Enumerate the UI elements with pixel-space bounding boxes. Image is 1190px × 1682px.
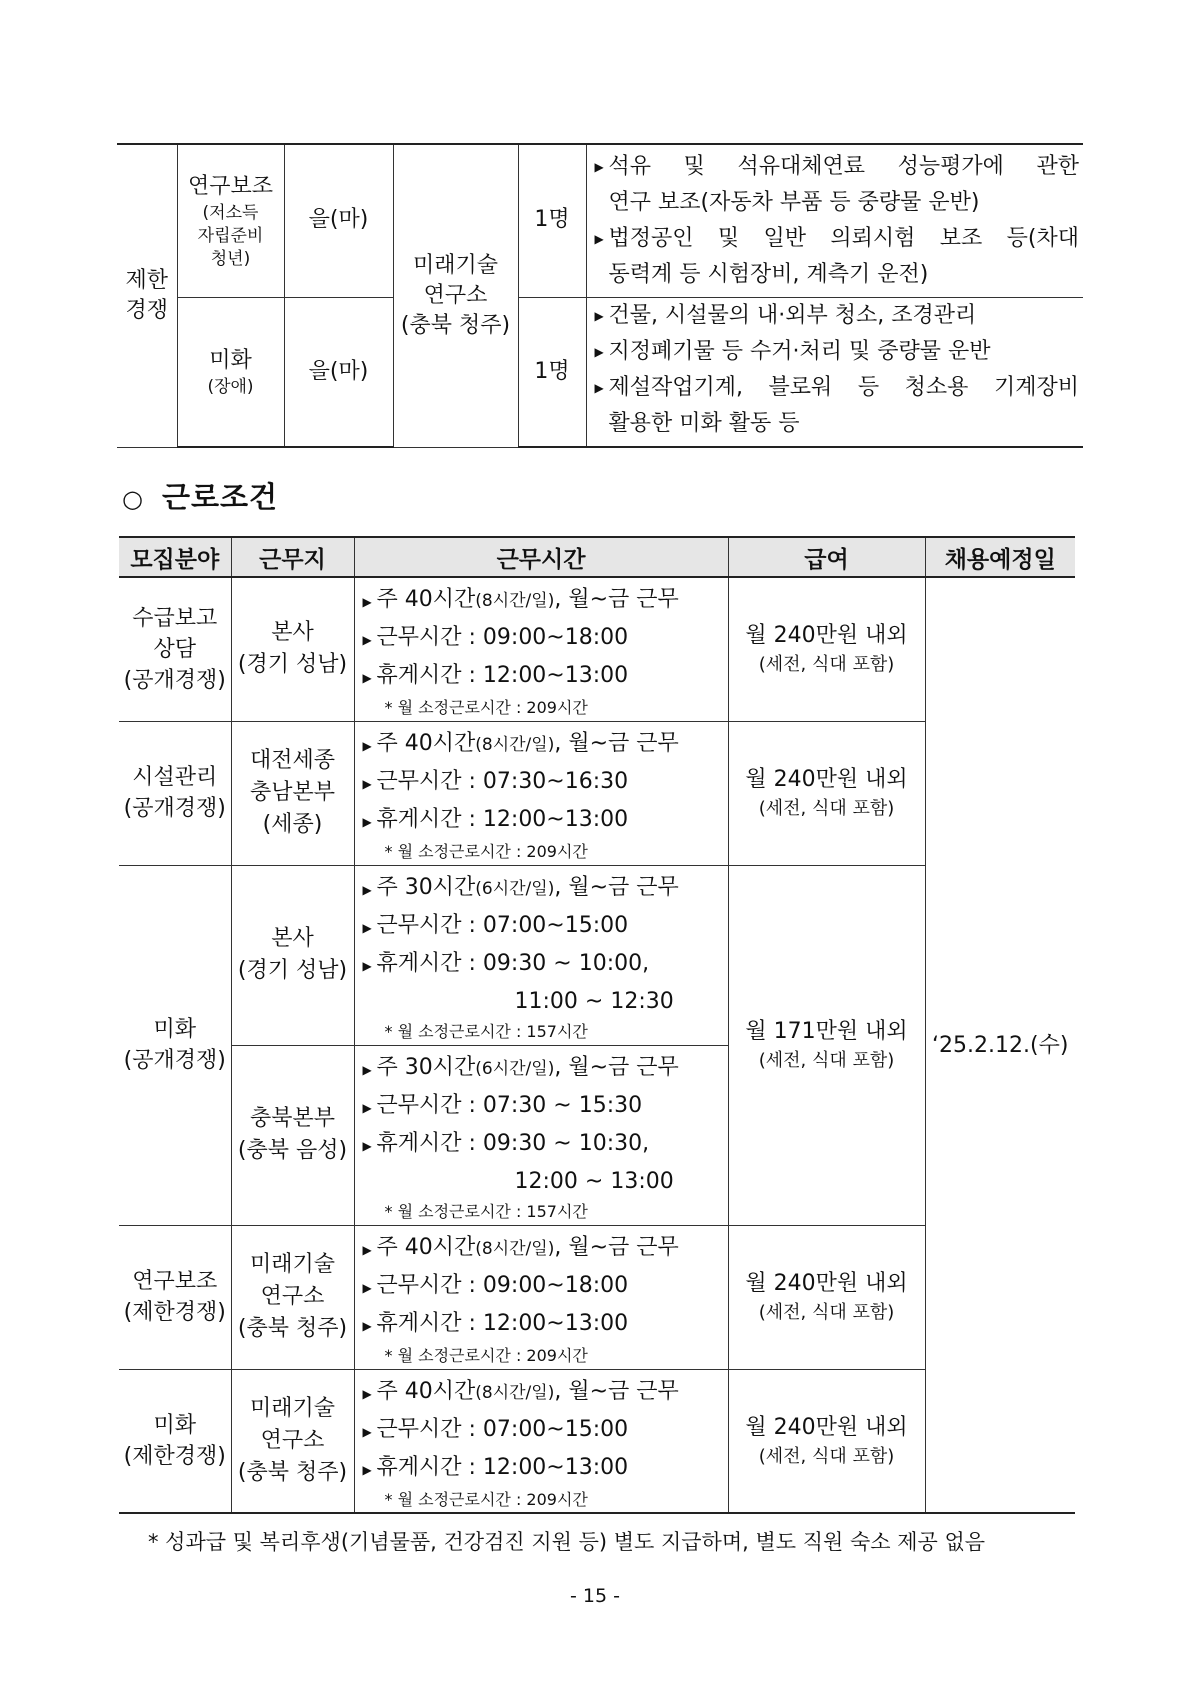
footnote: * 성과급 및 복리후생(기념물품, 건강검진 지원 등) 별도 지급하며, 별도 직원 숙소 제공 없음 (148, 1530, 986, 1554)
grade-cell: 을(마) (284, 298, 393, 448)
triangle-bullet-icon: ▶ (362, 1424, 372, 1439)
restricted-positions-table (117, 143, 1083, 448)
triangle-bullet-icon: ▶ (362, 738, 372, 753)
triangle-bullet-icon: ▶ (362, 776, 372, 791)
pay-cell: 월 240만원 내외 (세전, 식대 포함) (728, 1369, 925, 1513)
triangle-bullet-icon: ▶ (362, 1386, 372, 1401)
list-item: ▶ 제설작업기계, 블로워 등 청소용 기계장비 (595, 370, 1080, 406)
hours-cell: ▶ 주 30시간 (6시간/일) , 월~금 근무 ▶ 근무시간 : 07:30 ~ 15:30 ▶ 휴게시간 : 09:30 ~ 10:30, 12:00 ~ 13:00 * 월 소정근로시간 : 157시간 (354, 1045, 728, 1225)
field-cell: 미화 (제한경쟁) (119, 1369, 231, 1513)
pay-cell: 월 240만원 내외 (세전, 식대 포함) (728, 577, 925, 721)
section-heading (122, 475, 278, 516)
work-conditions-table (119, 536, 1075, 1514)
field-cell: 연구보조 (제한경쟁) (119, 1225, 231, 1369)
triangle-bullet-icon: ▶ (362, 671, 372, 685)
place-cell: 본사 (경기 성남) (231, 577, 354, 721)
section-title: 근로조건 (161, 480, 279, 514)
count-cell: 1명 (518, 144, 586, 298)
triangle-bullet-icon: ▶ (594, 232, 604, 246)
grade-cell: 을(마) (284, 144, 393, 298)
duty-cell (586, 144, 1083, 298)
list-item: 활용한 미화 활동 등 (608, 411, 800, 436)
triangle-bullet-icon: ▶ (362, 958, 372, 973)
triangle-bullet-icon: ▶ (362, 633, 372, 647)
field-cell (177, 144, 284, 298)
table-row (119, 577, 1075, 721)
triangle-bullet-icon: ▶ (362, 1062, 372, 1077)
field-name: 연구보조 (187, 173, 273, 199)
location-name: 미래기술 연구소 (412, 252, 498, 308)
triangle-bullet-icon: ▶ (362, 1462, 372, 1477)
triangle-bullet-icon: ▶ (362, 882, 372, 897)
location-sub: (충북 청주) (400, 312, 511, 338)
header-pay: 급여 (728, 537, 925, 577)
field-sub: (장애) (207, 376, 254, 397)
triangle-bullet-icon: ▶ (594, 381, 604, 395)
list-item: ▶ 지정폐기물 등 수거·처리 및 중량물 운반 (595, 334, 1080, 370)
triangle-bullet-icon: ▶ (362, 595, 372, 609)
triangle-bullet-icon: ▶ (594, 345, 604, 359)
triangle-bullet-icon: ▶ (362, 1138, 372, 1153)
triangle-bullet-icon: ▶ (362, 1100, 372, 1115)
list-item: ▶ 건물, 시설물의 내·외부 청소, 조경관리 (595, 298, 1080, 334)
hours-cell: ▶ 주 40시간 (8시간/일) , 월~금 근무 ▶ 근무시간 : 07:30~16:30 ▶ 휴게시간 : 12:00~13:00 * 월 소정근로시간 : 209시간 (354, 721, 728, 865)
place-cell: 충북본부 (충북 음성) (231, 1045, 354, 1225)
hours-cell: ▶ 주 40시간 (8시간/일) , 월~금 근무 ▶ 근무시간 : 07:00~15:00 ▶ 휴게시간 : 12:00~13:00 * 월 소정근로시간 : 209시간 (354, 1369, 728, 1513)
list-item: ▶ 법정공인 및 일반 의뢰시험 보조 등(차대 (595, 221, 1080, 257)
field-cell: 시설관리 (공개경쟁) (119, 721, 231, 865)
header-field: 모집분야 (119, 537, 231, 577)
circle-bullet-icon: ○ (122, 485, 144, 513)
triangle-bullet-icon: ▶ (362, 1280, 372, 1295)
triangle-bullet-icon: ▶ (594, 160, 604, 174)
hours-cell: ▶ 주 30시간 (6시간/일) , 월~금 근무 ▶ 근무시간 : 07:00~15:00 ▶ 휴게시간 : 09:30 ~ 10:00, 11:00 ~ 12:30 * 월 소정근로시간 : 157시간 (354, 865, 728, 1045)
triangle-bullet-icon: ▶ (594, 309, 604, 323)
triangle-bullet-icon: ▶ (362, 920, 372, 935)
list-item: ▶ 석유 및 석유대체연료 성능평가에 관한 (595, 149, 1080, 185)
pay-cell: 월 240만원 내외 (세전, 식대 포함) (728, 1225, 925, 1369)
place-cell: 본사 (경기 성남) (231, 865, 354, 1045)
place-cell: 미래기술 연구소 (충북 청주) (231, 1225, 354, 1369)
count-cell: 1명 (518, 298, 586, 448)
page-number: - 15 - (570, 1585, 620, 1607)
hours-cell: ▶ 주 40시간 (8시간/일) , 월~금 근무 ▶ 근무시간 : 09:00~18:00 ▶ 휴게시간 : 12:00~13:00 * 월 소정근로시간 : 209시간 (354, 1225, 728, 1369)
field-cell: 수급보고 상담 (공개경쟁) (119, 577, 231, 721)
header-hours: 근무시간 (354, 537, 728, 577)
list-item: 동력계 등 시험장비, 계측기 운전) (608, 262, 929, 287)
pay-cell: 월 171만원 내외 (세전, 식대 포함) (728, 865, 925, 1225)
place-cell: 대전세종 충남본부 (세종) (231, 721, 354, 865)
field-cell (177, 298, 284, 448)
place-cell: 미래기술 연구소 (충북 청주) (231, 1369, 354, 1513)
hours-cell: ▶ 주 40시간 (8시간/일) , 월~금 근무 ▶ 근무시간 : 09:00~18:00 ▶ 휴게시간 : 12:00~13:00 * 월 소정근로시간 : 209시간 (354, 577, 728, 721)
field-cell: 미화 (공개경쟁) (119, 865, 231, 1225)
category-cell: 제한 경쟁 (117, 144, 177, 447)
triangle-bullet-icon: ▶ (362, 814, 372, 829)
list-item: 연구 보조(자동차 부품 등 중량물 운반) (608, 190, 980, 215)
pay-cell: 월 240만원 내외 (세전, 식대 포함) (728, 721, 925, 865)
field-sub: (저소득 자립준비 청년) (197, 202, 264, 269)
header-start-date: 채용예정일 (925, 537, 1075, 577)
triangle-bullet-icon: ▶ (362, 1318, 372, 1333)
triangle-bullet-icon: ▶ (362, 1242, 372, 1257)
field-name: 미화 (209, 347, 252, 373)
start-date-cell: ‘25.2.12.(수) (925, 577, 1075, 1513)
header-place: 근무지 (231, 537, 354, 577)
duty-cell (586, 298, 1083, 448)
location-cell (393, 144, 518, 447)
